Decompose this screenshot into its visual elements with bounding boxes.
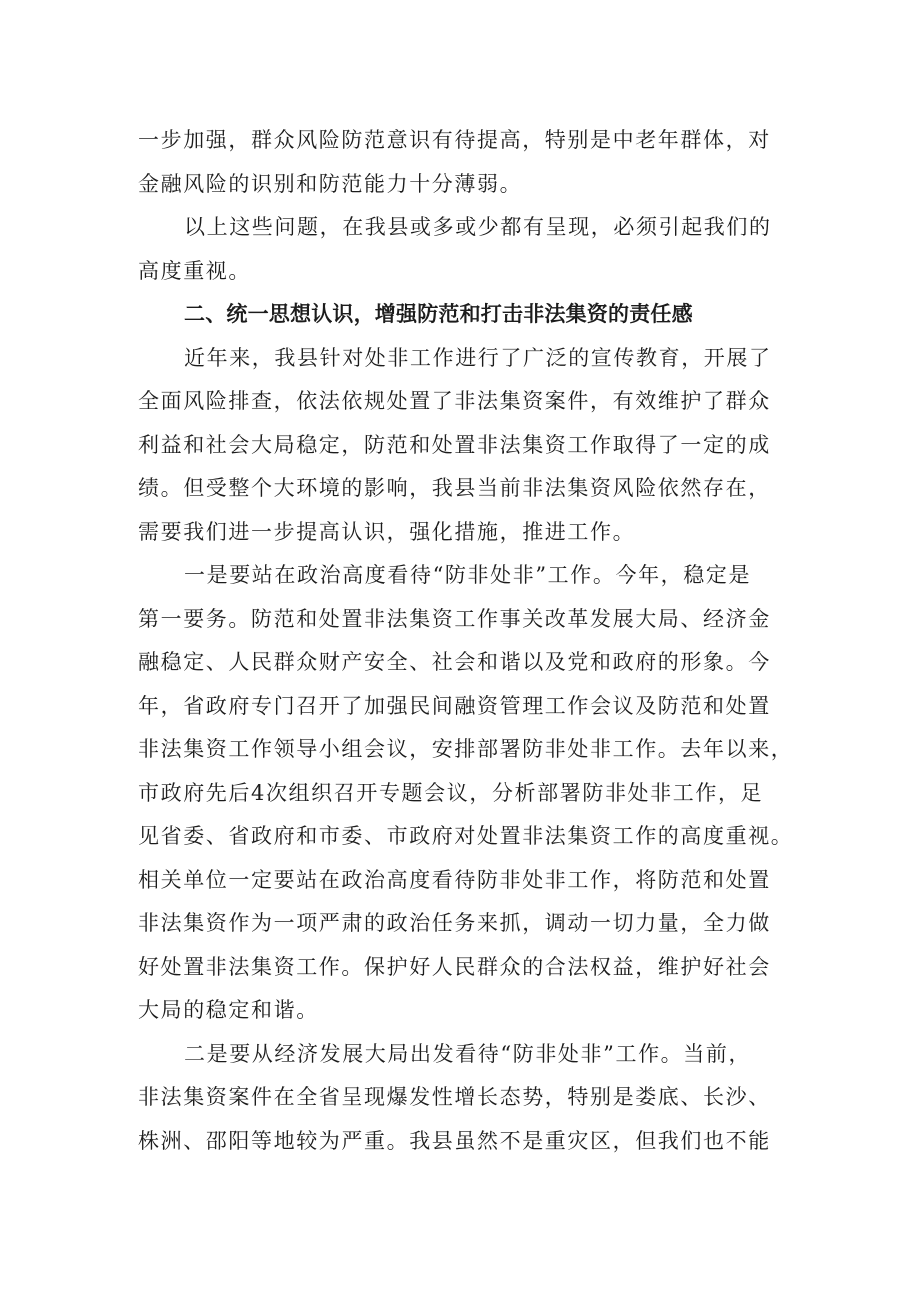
text-line: 株洲、邵阳等地较为严重。我县虽然不是重灾区，但我们也不能 (138, 1128, 771, 1153)
text-line: 金融风险的识别和防范能力十分薄弱。 (138, 171, 523, 196)
text-line: 近年来，我县针对处非工作进行了广泛的宣传教育，开展了 (184, 345, 772, 370)
text-line: 非法集资工作领导小组会议，安排部署防非处非工作。去年以来， (138, 737, 794, 761)
text-line: 利益和社会大局稳定，防范和处置非法集资工作取得了一定的成 (138, 432, 771, 457)
text-line: 大局的稳定和谐。 (138, 998, 319, 1022)
text-line: 一是要站在政治高度看待“防非处非”工作。今年，稳定是 (184, 563, 752, 587)
text-line: 非法集资案件在全省呈现爆发性增长态势，特别是娄底、长沙、 (138, 1085, 771, 1109)
text-line: 好处置非法集资工作。保护好人民群众的合法权益，维护好社会 (138, 954, 771, 979)
text-line: 需要我们进一步提高认识，强化措施，推进工作。 (138, 519, 636, 544)
document-body (138, 119, 793, 1163)
text-line: 非法集资作为一项严肃的政治任务来抓，调动一切力量，全力做 (138, 911, 771, 935)
text-line: 以上这些问题，在我县或多或少都有呈现，必须引起我们的 (184, 215, 772, 239)
text-line: 第一要务。防范和处置非法集资工作事关改革发展大局、经济金 (138, 606, 771, 631)
text-line: 二是要从经济发展大局出发看待“防非处非”工作。当前， (184, 1041, 752, 1066)
text-line: 相关单位一定要站在政治高度看待防非处非工作，将防范和处置 (138, 867, 771, 892)
text-line: 融稳定、人民群众财产安全、社会和谐以及党和政府的形象。今 (138, 650, 771, 674)
text-line: 年，省政府专门召开了加强民间融资管理工作会议及防范和处置 (138, 693, 771, 718)
text-line: 全面风险排查，依法依规处置了非法集资案件，有效维护了群众 (138, 389, 771, 413)
section-heading: 二、统一思想认识，增强防范和打击非法集资的责任感 (184, 302, 693, 326)
text-line: 市政府先后4次组织召开专题会议，分析部署防非处非工作，足 (138, 780, 764, 805)
text-line: 高度重视。 (138, 258, 251, 283)
text-line: 见省委、省政府和市委、市政府对处置非法集资工作的高度重视。 (138, 824, 794, 848)
text-line: 一步加强，群众风险防范意识有待提高，特别是中老年群体，对 (138, 128, 771, 152)
text-line: 绩。但受整个大环境的影响，我县当前非法集资风险依然存在， (138, 476, 771, 500)
